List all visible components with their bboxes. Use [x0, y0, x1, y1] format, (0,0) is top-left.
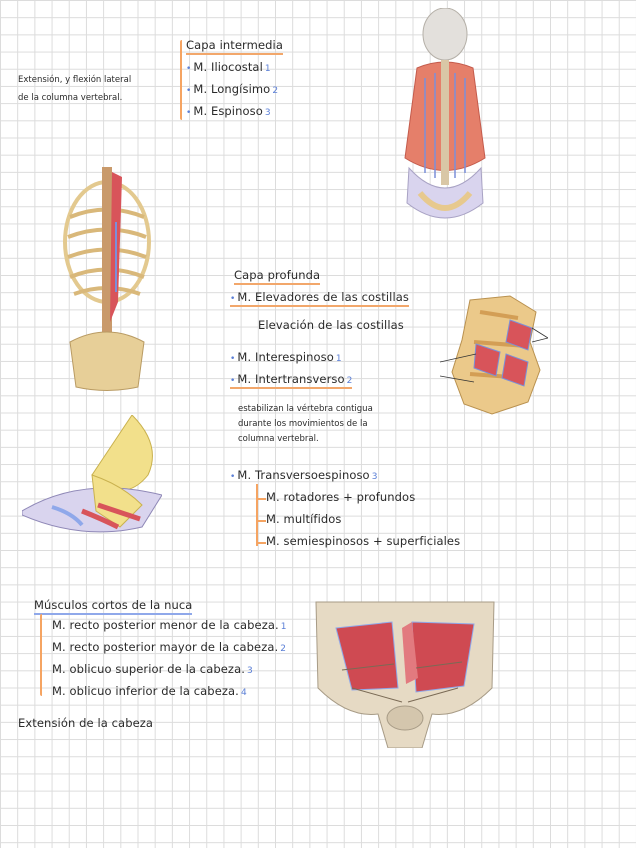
transverso-sub-rotadores: M. rotadores + profundos	[266, 490, 416, 504]
intermedia-item-espinoso: • M. Espinoso 3	[186, 104, 271, 118]
bullet-icon: •	[230, 472, 236, 482]
profunda-note-2: durante los movimientos de la	[238, 419, 368, 429]
bullet-icon: •	[186, 64, 192, 74]
nuca-item-3: M. oblicuo superior de la cabeza. 3	[52, 662, 253, 676]
profunda-elevadores: • M. Elevadores de las costillas	[230, 290, 409, 307]
intermedia-function-2: de la columna vertebral.	[18, 93, 123, 103]
profunda-transverso: • M. Transversoespinoso 3	[230, 468, 378, 482]
nuca-bracket	[40, 614, 46, 696]
skull-base-illustration	[312, 598, 498, 748]
profunda-elevadores-function: Elevación de las costillas	[258, 318, 404, 332]
nuca-title: Músculos cortos de la nuca	[34, 598, 192, 615]
branch-connector	[256, 510, 266, 522]
nuca-item-4: M. oblicuo inferior de la cabeza. 4	[52, 684, 247, 698]
bullet-icon: •	[230, 354, 236, 364]
vertebrae-illustration	[440, 292, 548, 420]
intermedia-title: Capa intermedia	[186, 38, 283, 55]
profunda-intertransverso: • M. Intertransverso 2	[230, 372, 352, 389]
nuca-item-2: M. recto posterior mayor de la cabeza. 2	[52, 640, 287, 654]
bullet-icon: •	[186, 108, 192, 118]
bullet-icon: •	[230, 376, 236, 386]
profunda-interespinoso: • M. Interespinoso 1	[230, 350, 342, 364]
intermedia-item-longisimo: • M. Longísimo 2	[186, 82, 279, 96]
ribcage-illustration	[60, 162, 155, 394]
nuca-function: Extensión de la cabeza	[18, 716, 154, 730]
profunda-note-3: columna vertebral.	[238, 434, 319, 444]
nuca-item-1: M. recto posterior menor de la cabeza. 1	[52, 618, 287, 632]
profunda-title: Capa profunda	[234, 268, 320, 285]
transverso-sub-multifidos: M. multífidos	[266, 512, 342, 526]
back-muscles-illustration	[395, 8, 495, 233]
intermedia-item-iliocostal: • M. Iliocostal 1	[186, 60, 271, 74]
transverso-sub-semiespinosos: M. semiespinosos + superficiales	[266, 534, 461, 548]
bullet-icon: •	[230, 294, 236, 304]
intermedia-function-1: Extensión, y flexión lateral	[18, 75, 132, 85]
branch-connector	[256, 488, 266, 500]
branch-connector	[256, 532, 266, 544]
profunda-note-1: estabilizan la vértebra contigua	[238, 404, 373, 414]
neck-illustration	[22, 415, 162, 545]
bullet-icon: •	[186, 86, 192, 96]
